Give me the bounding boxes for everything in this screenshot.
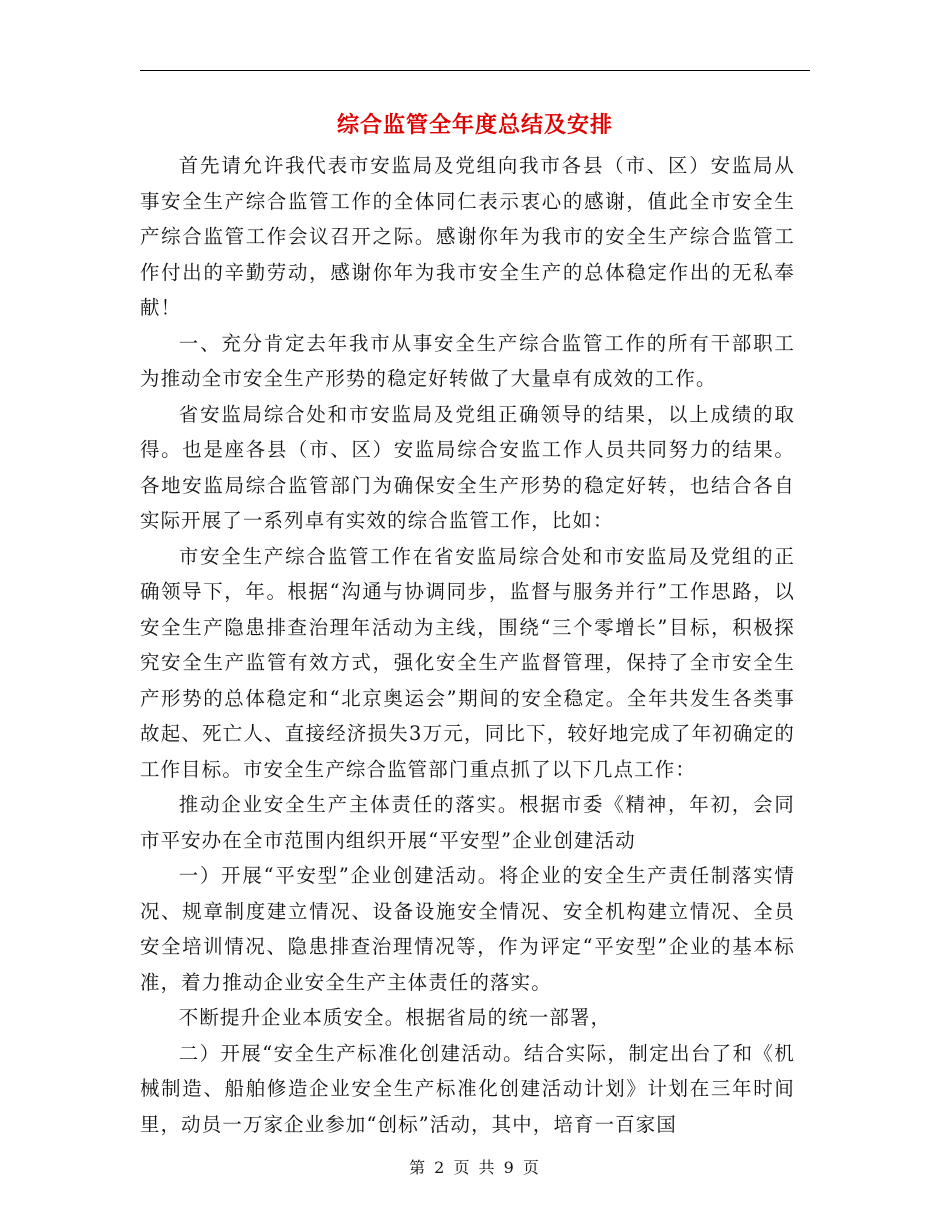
header-rule	[140, 70, 810, 71]
paragraph-8: 二）开展“安全生产标准化创建活动。结合实际，制定出台了和《机械制造、船舶修造企业安全生产标准化创建活动计划》计划在三年时间里，动员一万家企业参加“创标”活动，其中，培育一百家国	[140, 1041, 795, 1136]
paragraph-6: 一）开展“平安型”企业创建活动。将企业的安全生产责任制落实情况、规章制度建立情况、设备设施安全情况、安全机构建立情况、全员安全培训情况、隐患排查治理情况等，作为评定“平安型”企业的基本标准，着力推动企业安全生产主体责任的落实。	[140, 864, 795, 994]
paragraph-4: 市安全生产综合监管工作在省安监局综合处和市安监局及党组的正确领导下，年。根据“沟通与协调同步，监督与服务并行”工作思路，以安全生产隐患排查治理年活动为主线，围绕“三个零增长”目标，积极探究安全生产监管有效方式，强化安全生产监督管理，保持了全市安全生产形势的总体稳定和“北京奥运会”期间的安全稳定。全年共发生各类事故起、死亡人、直接经济损失3万元，同比下，较好地完成了年初确定的工作目标。市安全生产综合监管部门重点抓了以下几点工作：	[140, 544, 795, 781]
paragraph-5: 推动企业安全生产主体责任的落实。根据市委《精神，年初，会同市平安办在全市范围内组织开展“平安型”企业创建活动	[140, 793, 795, 852]
page-number: 第 2 页 共 9 页	[409, 1158, 541, 1177]
paragraph-2: 一、充分肯定去年我市从事安全生产综合监管工作的所有干部职工为推动全市安全生产形势的稳定好转做了大量卓有成效的工作。	[140, 331, 795, 390]
paragraph-1: 首先请允许我代表市安监局及党组向我市各县（市、区）安监局从事安全生产综合监管工作的全体同仁表示衷心的感谢，值此全市安全生产综合监管工作会议召开之际。感谢你年为我市的安全生产综合监管工作付出的辛勤劳动，感谢你年为我市安全生产的总体稳定作出的无私奉献！	[140, 154, 795, 319]
document-title: 综合监管全年度总结及安排	[336, 112, 613, 138]
paragraph-3: 省安监局综合处和市安监局及党组正确领导的结果，以上成绩的取得。也是座各县（市、区）安监局综合安监工作人员共同努力的结果。各地安监局综合监管部门为确保安全生产形势的稳定好转，也结合各自实际开展了一系列卓有实效的综合监管工作，比如：	[140, 402, 795, 532]
document-body	[140, 148, 795, 1142]
paragraph-7: 不断提升企业本质安全。根据省局的统一部署，	[178, 1006, 612, 1029]
